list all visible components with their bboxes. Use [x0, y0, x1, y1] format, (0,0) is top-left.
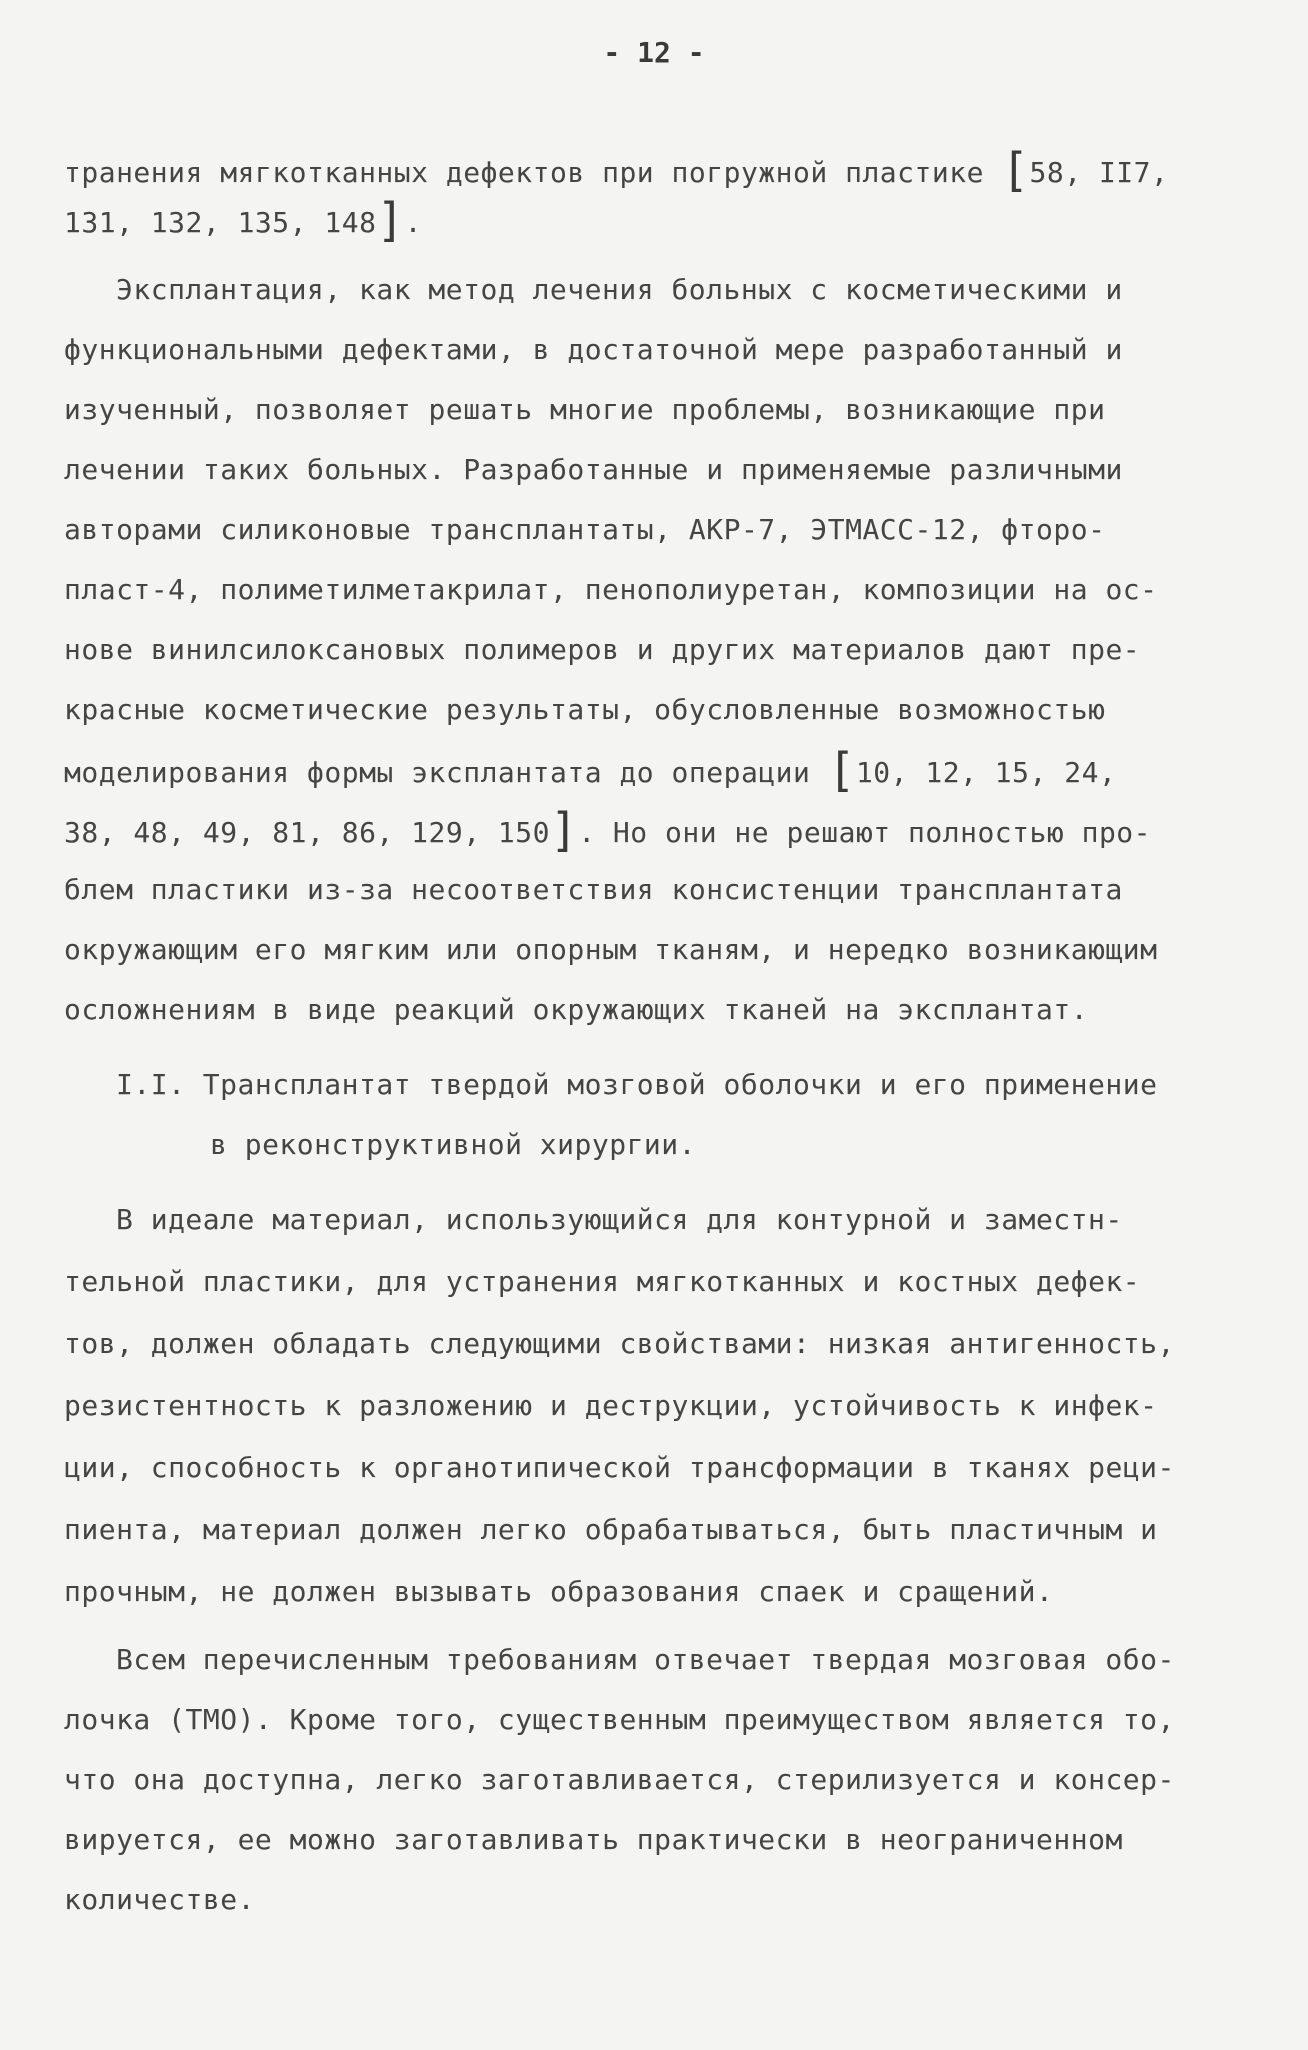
- section-heading-continuation: в реконструктивной хирургии.: [210, 1128, 697, 1161]
- citation: 38, 48, 49, 81, 86, 129, 150: [64, 816, 551, 849]
- close-bracket: ]: [376, 193, 405, 247]
- citation: 58, II7,: [1029, 156, 1169, 189]
- text-line: количестве.: [64, 1883, 255, 1916]
- text-line: тов, должен обладать следующими свойствами: низкая антигенность,: [64, 1327, 1175, 1360]
- text-line: окружающим его мягким или опорным тканям, и нередко возникающим: [64, 933, 1158, 966]
- text-line: [64, 743, 1117, 797]
- open-bracket: [: [1001, 143, 1030, 197]
- text-line: пласт-4, полиметилметакрилат, пенополиуретан, композиции на ос-: [64, 573, 1158, 606]
- text-line: Эксплантация, как метод лечения больных с косметическими и: [116, 273, 1123, 306]
- text-line: блем пластики из-за несоответствия консистенции трансплантата: [64, 873, 1123, 906]
- text-line: функциональными дефектами, в достаточной мере разработанный и: [64, 333, 1123, 366]
- section-heading: I.I. Трансплантат твердой мозговой оболочки и его применение: [116, 1068, 1158, 1101]
- text-line: Всем перечисленным требованиям отвечает твердая мозговая обо-: [116, 1643, 1175, 1676]
- text-line: лечении таких больных. Разработанные и применяемые различными: [64, 453, 1123, 486]
- text-fragment: транения мягкотканных дефектов при погружной пластике: [64, 156, 1002, 189]
- text-line: что она доступна, легко заготавливается, стерилизуется и консер-: [64, 1763, 1175, 1796]
- citation: 10, 12, 15, 24,: [855, 756, 1117, 789]
- text-line: [64, 193, 422, 247]
- text-fragment: .: [404, 206, 422, 239]
- text-line: авторами силиконовые трансплантаты, АКР-7, ЭТМАСС-12, фторо-: [64, 513, 1106, 546]
- text-line: [64, 143, 1169, 197]
- text-fragment: моделирования формы эксплантата до операции: [64, 756, 828, 789]
- text-line: лочка (ТМО). Кроме того, существенным преимуществом является то,: [64, 1703, 1175, 1736]
- close-bracket: ]: [550, 803, 579, 857]
- open-bracket: [: [827, 743, 856, 797]
- text-line: ции, способность к органотипической трансформации в тканях реци-: [64, 1451, 1175, 1484]
- text-line: вируется, ее можно заготавливать практически в неограниченном: [64, 1823, 1123, 1856]
- text-line: В идеале материал, использующийся для контурной и заместн-: [116, 1203, 1123, 1236]
- text-line: осложнениям в виде реакций окружающих тканей на эксплантат.: [64, 993, 1089, 1026]
- text-line: пиента, материал должен легко обрабатываться, быть пластичным и: [64, 1513, 1158, 1546]
- text-line: резистентность к разложению и деструкции, устойчивость к инфек-: [64, 1389, 1158, 1422]
- text-line: прочным, не должен вызывать образования спаек и сращений.: [64, 1575, 1054, 1608]
- text-line: [64, 803, 1152, 857]
- text-line: нове винилсилоксановых полимеров и других материалов дают пре-: [64, 633, 1141, 666]
- text-line: тельной пластики, для устранения мягкотканных и костных дефек-: [64, 1265, 1141, 1298]
- text-line: красные косметические результаты, обусловленные возможностью: [64, 693, 1106, 726]
- citation: 131, 132, 135, 148: [64, 206, 377, 239]
- text-fragment: . Но они не решают полностью про-: [578, 816, 1152, 849]
- text-line: изученный, позволяет решать многие проблемы, возникающие при: [64, 393, 1106, 426]
- page-number: - 12 -: [603, 36, 705, 69]
